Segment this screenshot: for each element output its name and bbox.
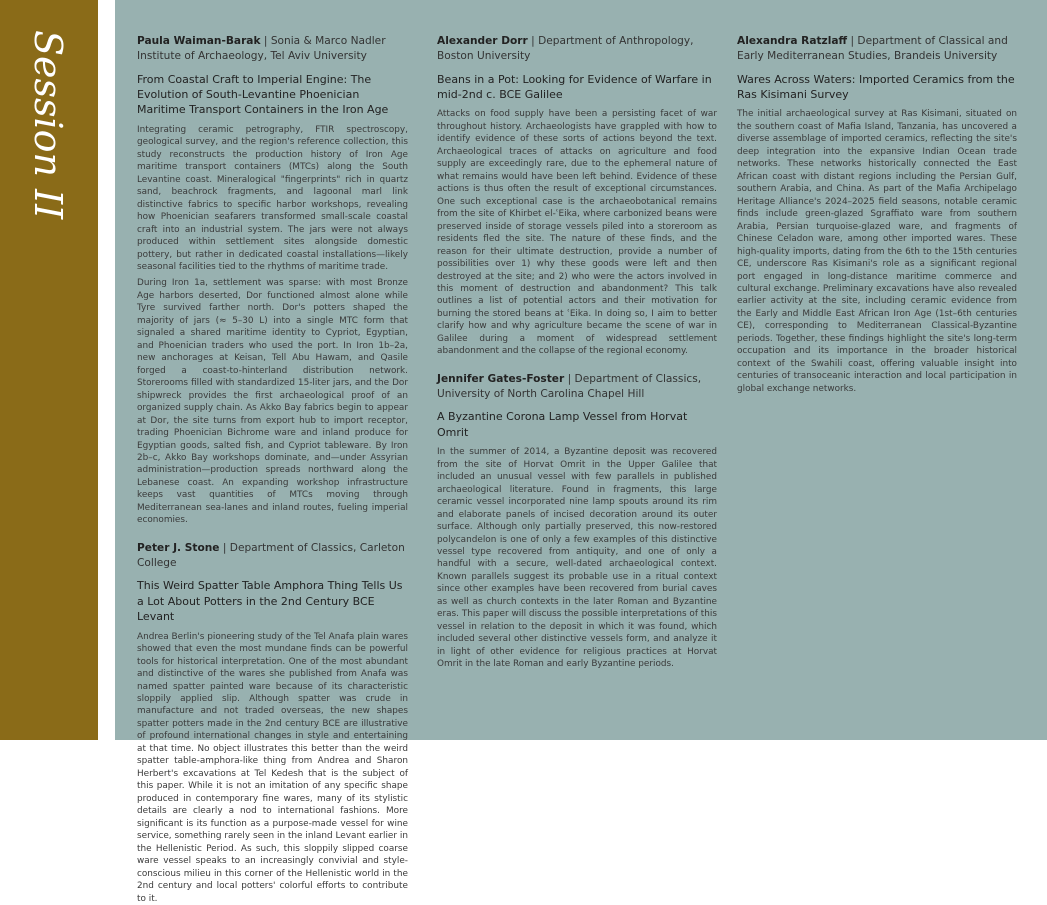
author-affiliation: Department of Anthropology, Boston University: [437, 35, 694, 62]
paper-title: This Weird Spatter Table Amphora Thing Tells Us a Lot About Potters in the 2nd Century BCE Levant: [137, 579, 403, 624]
author-name: Jennifer Gates-Foster: [437, 372, 565, 385]
abstract-paragraph: The initial archaeological survey at Ras Kisimani, situated on the southern coast of Mafia Island, Tanzania, has uncovered a diverse assemblage of imported ceramics, reflecting the site's deep integration into the expansive Indian Ocean trade networks. These networks historically connected the East African coast with distant regions including the Persian Gulf, southern Arabia, and China. As part of the Mafia Archipelago Heritage Alliance's 2024–2025 field seasons, notable ceramic finds include green-glazed Sgraffiato ware from southern Arabia, Persian turquoise-glazed ware, and fragments of Chinese Celadon ware, among other imported wares. These high-quality imports, dating from the 6th to the 15th centuries CE, underscore Ras Kisimani's role as a significant regional port engaged in long-distance maritime commerce and cultural exchange. Preliminary excavations have also revealed earlier activity at the site, including ceramic evidence from the Early and Middle East African Iron Age (1st–6th centuries CE), corresponding to Mediterranean Classical-Byzantine periods. Together, these findings highlight the site's long-term occupation and its importance in the broader historical context of the Swahili coast, offering valuable insight into centuries of transoceanic interaction and local participation in global exchange networks.: [737, 109, 1017, 394]
abstract-alexander-dorr: Alexander Dorr | Department of Anthropology, Boston University Beans in a Pot: Looking for Evidence of Warfare in mid-2nd c. BCE Galilee Attacks on food supply have been a persisting facet of war throughout history. Archaeologists have grappled with how to identify evidence of these sorts of actions beyond the text. Archaeological traces of attacks on agriculture and food supply are exceedingly rare, due to the ephemeral nature of what remains would have been left behind. Evidence of these actions is thus often the result of exceptional circumstances. One such exceptional case is the archaeobotanical remains from the site of Khirbet el-ʿEika, where carbonized beans were preserved inside of storage vessels piled into a storeroom as residents fled the site. The nature of these finds, and the reason for their ultimate destruction, provide a number of possibilities over 1) why these goods were left and then destroyed at the site; and 2) who were the actors involved in this moment of destruction and abandonment? This talk outlines a list of potential actors and their motivation for burning the stored beans at ʿEika. In doing so, I aim to better clarify how and why agriculture became the scene of war in Galilee during a moment of widespread settlement abandonment and the collapse of the regional economy.: [437, 35, 717, 357]
column-2: [437, 34, 717, 740]
paper-title: A Byzantine Corona Lamp Vessel from Horvat Omrit: [437, 410, 688, 439]
abstract-jennifer-gates-foster: Jennifer Gates-Foster | Department of Classics, University of North Carolina Chapel Hill A Byzantine Corona Lamp Vessel from Horvat Omrit In the summer of 2014, a Byzantine deposit was recovered from the site of Horvat Omrit in the Upper Galilee that included an unusual vessel with few parallels in published archaeological literature. Found in fragments, this large ceramic vessel incorporated nine lamp spouts around its rim and elaborate panels of incised decoration around its outer surface. Although only partially preserved, this now-restored polycandelon is one of only a few examples of this distinctive vessel type recovered from antiquity, and one of only a handful with a secure, well-dated archaeological context. Known parallels suggest its probable use in a ritual context since other examples have been recovered from burial caves as well as church contexts in the later Roman and Byzantine eras. This paper will discuss the possible interpretations of this vessel in relation to the deposit in which it was found, which included several other distinctive vessels form, and analyze it in light of other evidence for religious practices at Horvat Omrit in the late Roman and early Byzantine periods.: [437, 372, 717, 670]
session-title: Session II: [26, 30, 70, 220]
author-name: Alexandra Ratzlaff: [737, 35, 848, 47]
paper-title: From Coastal Craft to Imperial Engine: The Evolution of South-Levantine Phoenician Maritime Transport Containers in the Iron Age: [137, 72, 389, 117]
session-sidebar: [0, 0, 98, 740]
abstract-paragraph: Attacks on food supply have been a persisting facet of war throughout history. Archaeologists have grappled with how to identify evidence of these sorts of actions beyond the text. Archaeological traces of attacks on agriculture and food supply are exceedingly rare, due to the ephemeral nature of what remains would have been left behind. Evidence of these actions is thus often the result of exceptional circumstances. One such exceptional case is the archaeobotanical remains from the site of Khirbet el-ʿEika, where carbonized beans were preserved inside of storage vessels piled into a storeroom as residents fled the site. The nature of these finds, and the reason for their ultimate destruction, provide a number of possibilities over 1) why these goods were left and then destroyed at the site; and 2) who were the actors involved in this moment of destruction and abandonment? This talk outlines a list of potential actors and their motivation for burning the stored beans at ʿEika. In doing so, I aim to better clarify how and why agriculture became the scene of war in Galilee during a moment of widespread settlement abandonment and the collapse of the regional economy.: [437, 109, 717, 357]
author-affiliation: Sonia & Marco Nadler Institute of Archaeology, Tel Aviv University: [137, 35, 386, 62]
abstract-paragraph: Integrating ceramic petrography, FTIR spectroscopy, geological survey, and the region's reference collection, this study reconstructs the production history of Iron Age maritime transport containers (MTCs) along the South Levantine coast. Mineralogical "fingerprints" rich in quartz sand, beachrock fragments, and lagoonal marl link distinctive fabrics to specific harbor workshops, revealing how Phoenician seafarers transformed small-scale coastal craft into an industrial system. The jars were not always produced within settlement sites alongside domestic pottery, but rather in dedicated coastal installations—likely seasonal facilities tied to the rhythms of maritime trade.: [137, 124, 408, 272]
paper-title: Beans in a Pot: Looking for Evidence of Warfare in mid-2nd c. BCE Galilee: [437, 72, 712, 102]
author-name: Paula Waiman-Barak: [137, 35, 261, 47]
author-name: Alexander Dorr: [437, 35, 528, 47]
abstract-paragraph: Andrea Berlin's pioneering study of the Tel Anafa plain wares showed that even the most mundane finds can be powerful tools for historical interpretation. One of the most abundant and distinctive of the wares she published from Anafa was named spatter painted ware because of its characteristic sloppily applied slip. Although spatter was crude in manufacture and not traded overseas, the new shapes spatter potters made in the 2nd century BCE are illustrative of profound international changes in style and entertaining at that time. No object illustrates this better than the weird spatter table-amphora-like thing from Andrea and Sharon Herbert's excavations at Tel Kedesh that is the subject of this paper. While it is not an imitation of any specific shape produced in contemporary fine wares, many of its stylistic details are clearly a nod to international fashions. More significant is its function as a purpose-made vessel for wine service, something rarely seen in the inland Levant earlier in the Hellenistic Period. As such, this sloppily slipped coarse ware vessel speaks to an increasingly convivial and style-conscious milieu in this corner of the Hellenistic world in the 2nd century and local potters' colorful efforts to contribute to it.: [137, 631, 408, 904]
column-1: [137, 34, 408, 904]
abstract-alexandra-ratzlaff: Alexandra Ratzlaff | Department of Classical and Early Mediterranean Studies, Brandeis University Wares Across Waters: Imported Ceramics from the Ras Kisimani Survey The initial archaeological survey at Ras Kisimani, situated on the southern coast of Mafia Island, Tanzania, has uncovered a diverse assemblage of imported ceramics, reflecting the site's deep integration into the expansive Indian Ocean trade networks. These networks historically connected the East African coast with distant regions including the Persian Gulf, southern Arabia, and China. As part of the Mafia Archipelago Heritage Alliance's 2024–2025 field seasons, notable ceramic finds include green-glazed Sgraffiato ware from southern Arabia, Persian turquoise-glazed ware, and fragments of Chinese Celadon ware, among other imported wares. These high-quality imports, dating from the 6th to the 15th centuries CE, underscore Ras Kisimani's role as a significant regional port engaged in long-distance maritime commerce and cultural exchange. Preliminary excavations have also revealed earlier activity at the site, including ceramic evidence from the Early and Middle East African Iron Age (1st–6th centuries CE), corresponding to Mediterranean Classical-Byzantine periods. Together, these findings highlight the site's long-term occupation and its importance in the broader historical context of the Swahili coast, offering valuable insight into centuries of transoceanic interaction and local participation in global exchange networks.: [737, 35, 1017, 394]
column-3: [737, 34, 1017, 740]
author-affiliation: Department of Classics, University of North Carolina Chapel Hill: [437, 372, 702, 400]
abstract-paragraph: In the summer of 2014, a Byzantine deposit was recovered from the site of Horvat Omrit in the Upper Galilee that included an unusual vessel with few parallels in published archaeological literature. Found in fragments, this large ceramic vessel incorporated nine lamp spouts around its rim and elaborate panels of incised decoration around its outer surface. Although only partially preserved, this now-restored polycandelon is one of only a few examples of this distinctive vessel type recovered from antiquity, and one of only a handful with a secure, well-dated archaeological context. Known parallels suggest its probable use in a ritual context since other examples have been recovered from burial caves as well as church contexts in the later Roman and Byzantine eras. This paper will discuss the possible interpretations of this vessel in relation to the deposit in which it was found, which included several other distinctive vessels form, and analyze it in light of other evidence for religious practices at Horvat Omrit in the late Roman and early Byzantine periods.: [437, 447, 717, 670]
sidebar-gap: [98, 0, 115, 740]
abstract-paula-waiman-barak: Paula Waiman-Barak | Sonia & Marco Nadler Institute of Archaeology, Tel Aviv University From Coastal Craft to Imperial Engine: The Evolution of South-Levantine Phoenician Maritime Transport Containers in the Iron Age Integrating ceramic petrography, FTIR spectroscopy, geological survey, and the region's reference collection, this study reconstructs the production history of Iron Age maritime transport containers (MTCs) along the South Levantine coast. Mineralogical "fingerprints" rich in quartz sand, beachrock fragments, and lagoonal marl link distinctive fabrics to specific harbor workshops, revealing how Phoenician seafarers transformed small-scale coastal craft into an industrial system. The jars were not always produced within settlement sites alongside domestic pottery, but rather in dedicated coastal installations—likely seasonal facilities tied to the rhythms of maritime trade. During Iron 1a, settlement was sparse: with most Bronze Age harbors deserted, Dor functioned almost alone while Tyre survived farther north. Dor's potters shaped the majority of jars (≈ 5–30 L) into a single MTC form that signaled a shared maritime identity to Cypriot, Egyptian, and Phoenician traders who used the port. In Iron 1b–2a, new anchorages at Keisan, Tell Abu Hawam, and Qasile forged a coast-to-hinterland distribution network. Storerooms filled with standardized 15-liter jars, and the Dor shipwreck provides the first archaeological proof of an organized supply chain. As Akko Bay fabrics begin to appear at Dor, the site turns from export hub to import receptor, trading Phoenician Bichrome ware and inland produce for Egyptian goods, salted fish, and Cypriot tableware. By Iron 2b–c, Akko Bay workshops dominate, and—under Assyrian administration—production spreads northward along the Lebanese coast. An expanding workshop infrastructure keeps vast quantities of MTCs moving through Mediterranean sea-lanes and inland routes, fueling imperial economies.: [137, 35, 408, 526]
author-name: Peter J. Stone: [137, 541, 220, 554]
author-affiliation: Department of Classics, Carleton College: [137, 541, 405, 569]
abstract-paragraph: During Iron 1a, settlement was sparse: with most Bronze Age harbors deserted, Dor functioned almost alone while Tyre survived farther north. Dor's potters shaped the majority of jars (≈ 5–30 L) into a single MTC form that signaled a shared maritime identity to Cypriot, Egyptian, and Phoenician traders who used the port. In Iron 1b–2a, new anchorages at Keisan, Tell Abu Hawam, and Qasile forged a coast-to-hinterland distribution network. Storerooms filled with standardized 15-liter jars, and the Dor shipwreck provides the first archaeological proof of an organized supply chain. As Akko Bay fabrics begin to appear at Dor, the site turns from export hub to import receptor, trading Phoenician Bichrome ware and inland produce for Egyptian goods, salted fish, and Cypriot tableware. By Iron 2b–c, Akko Bay workshops dominate, and—under Assyrian administration—production spreads northward along the Lebanese coast. An expanding workshop infrastructure keeps vast quantities of MTCs moving through Mediterranean sea-lanes and inland routes, fueling imperial economies.: [137, 278, 408, 526]
paper-title: Wares Across Waters: Imported Ceramics from the Ras Kisimani Survey: [737, 72, 1015, 102]
author-affiliation: Department of Classical and Early Mediterranean Studies, Brandeis University: [737, 35, 1008, 62]
abstract-peter-stone: Peter J. Stone | Department of Classics, Carleton College This Weird Spatter Table Amphora Thing Tells Us a Lot About Potters in the 2nd Century BCE Levant Andrea Berlin's pioneering study of the Tel Anafa plain wares showed that even the most mundane finds can be powerful tools for historical interpretation. One of the most abundant and distinctive of the wares she published from Anafa was named spatter painted ware because of its characteristic sloppily applied slip. Although spatter was crude in manufacture and not traded overseas, the new shapes spatter potters made in the 2nd century BCE are illustrative of profound international changes in style and entertaining at that time. No object illustrates this better than the weird spatter table-amphora-like thing from Andrea and Sharon Herbert's excavations at Tel Kedesh that is the subject of this paper. While it is not an imitation of any specific shape produced in contemporary fine wares, many of its stylistic details are clearly a nod to international fashions. More significant is its function as a purpose-made vessel for wine service, something rarely seen in the inland Levant earlier in the Hellenistic Period. As such, this sloppily slipped coarse ware vessel speaks to an increasingly convivial and style-conscious milieu in this corner of the Hellenistic world in the 2nd century and local potters' colorful efforts to contribute to it.: [137, 541, 408, 904]
